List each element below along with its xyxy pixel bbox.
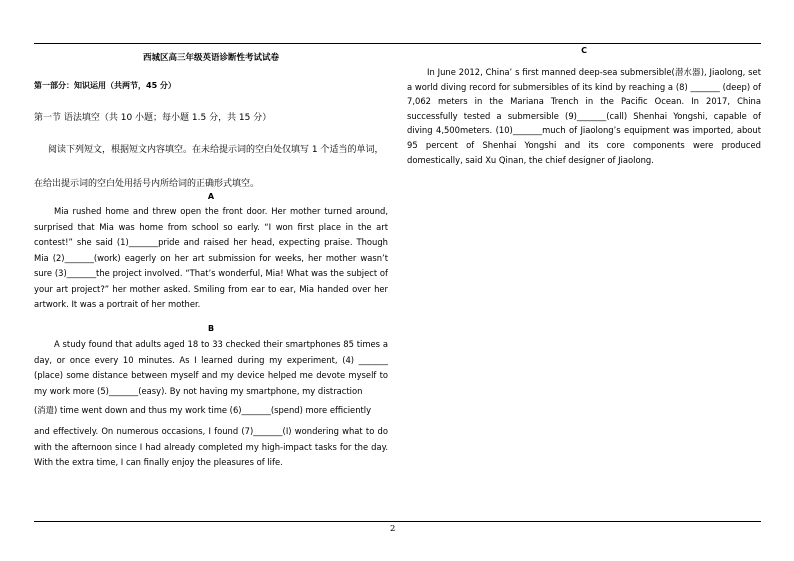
- passage-b-text-2: (消遣) time went down and thus my work time (6)_______(spend) more efficiently: [34, 405, 372, 415]
- passage-b-text-3: and effectively. On numerous occasions, I found (7)_______(I) wondering what to do with the afternoon since I had already completed my high-impact tasks for the day. With the extra time, I can finally enjoy the pleasures of life.: [34, 426, 388, 467]
- passage-c-letter: C: [581, 46, 587, 55]
- page-number: 2: [390, 524, 396, 534]
- passage-b-letter: B: [207, 324, 215, 333]
- passage-b-text-1: A study found that adults aged 18 to 33 checked their smartphones 85 times a day, or once every 10 minutes. As I learned during my experiment, (4) _______ (place) some distance between myself and my device helped me devote myself to my work more (5)_______(easy). By not having my smartphone, my distraction: [34, 339, 388, 396]
- passage-c-text: In June 2012, China’ s first manned deep-sea submersible(潜水器), Jiaolong, set a world diving record for submersibles of its kind by reaching a (8) _______ (deep) of 7,062 meters in the Mariana Trench in the Pacific Ocean. In 2017, China successfully tested a submersible (9)_______(call) Shenhai Yongshi, capable of diving 4,500meters. (10)_______much of Jiaolong’s equipment was imported, about 95 percent of Shenhai Yongshi and its core components were produced domestically, said Xu Qinan, the chief designer of Jiaolong.: [407, 67, 761, 165]
- exam-title: 西城区高三年级英语诊断性考试试卷: [142, 53, 279, 63]
- instructions: 阅读下列短文，根据短文内容填空。在未给提示词的空白处仅填写 1 个适当的单词，在给出提示词的空白处用括号内所给词的正确形式填空。: [34, 145, 384, 189]
- top-rule: [34, 43, 761, 44]
- section-heading: 第一节 语法填空（共 10 小题；每小题 1.5 分，共 15 分）: [34, 113, 272, 123]
- passage-a-letter: A: [207, 192, 215, 201]
- passage-a-text: Mia rushed home and threw open the front door. Her mother turned around, surprised that Mia was home from school so early. “I won first place in the art contest!” she said (1)_______pride and raised her head, expecting praise. Though Mia (2)_______(work) eagerly on her art submission for weeks, her mother wasn’t sure (3)_______the project involved. “That’s wonderful, Mia! What was the subject of your art project?” her mother asked. Smiling from ear to ear, Mia handed over her artwork. It was a portrait of her mother.: [34, 206, 388, 309]
- bottom-rule: [34, 521, 761, 522]
- part-heading: 第一部分：知识运用（共两节，45 分）: [34, 81, 176, 90]
